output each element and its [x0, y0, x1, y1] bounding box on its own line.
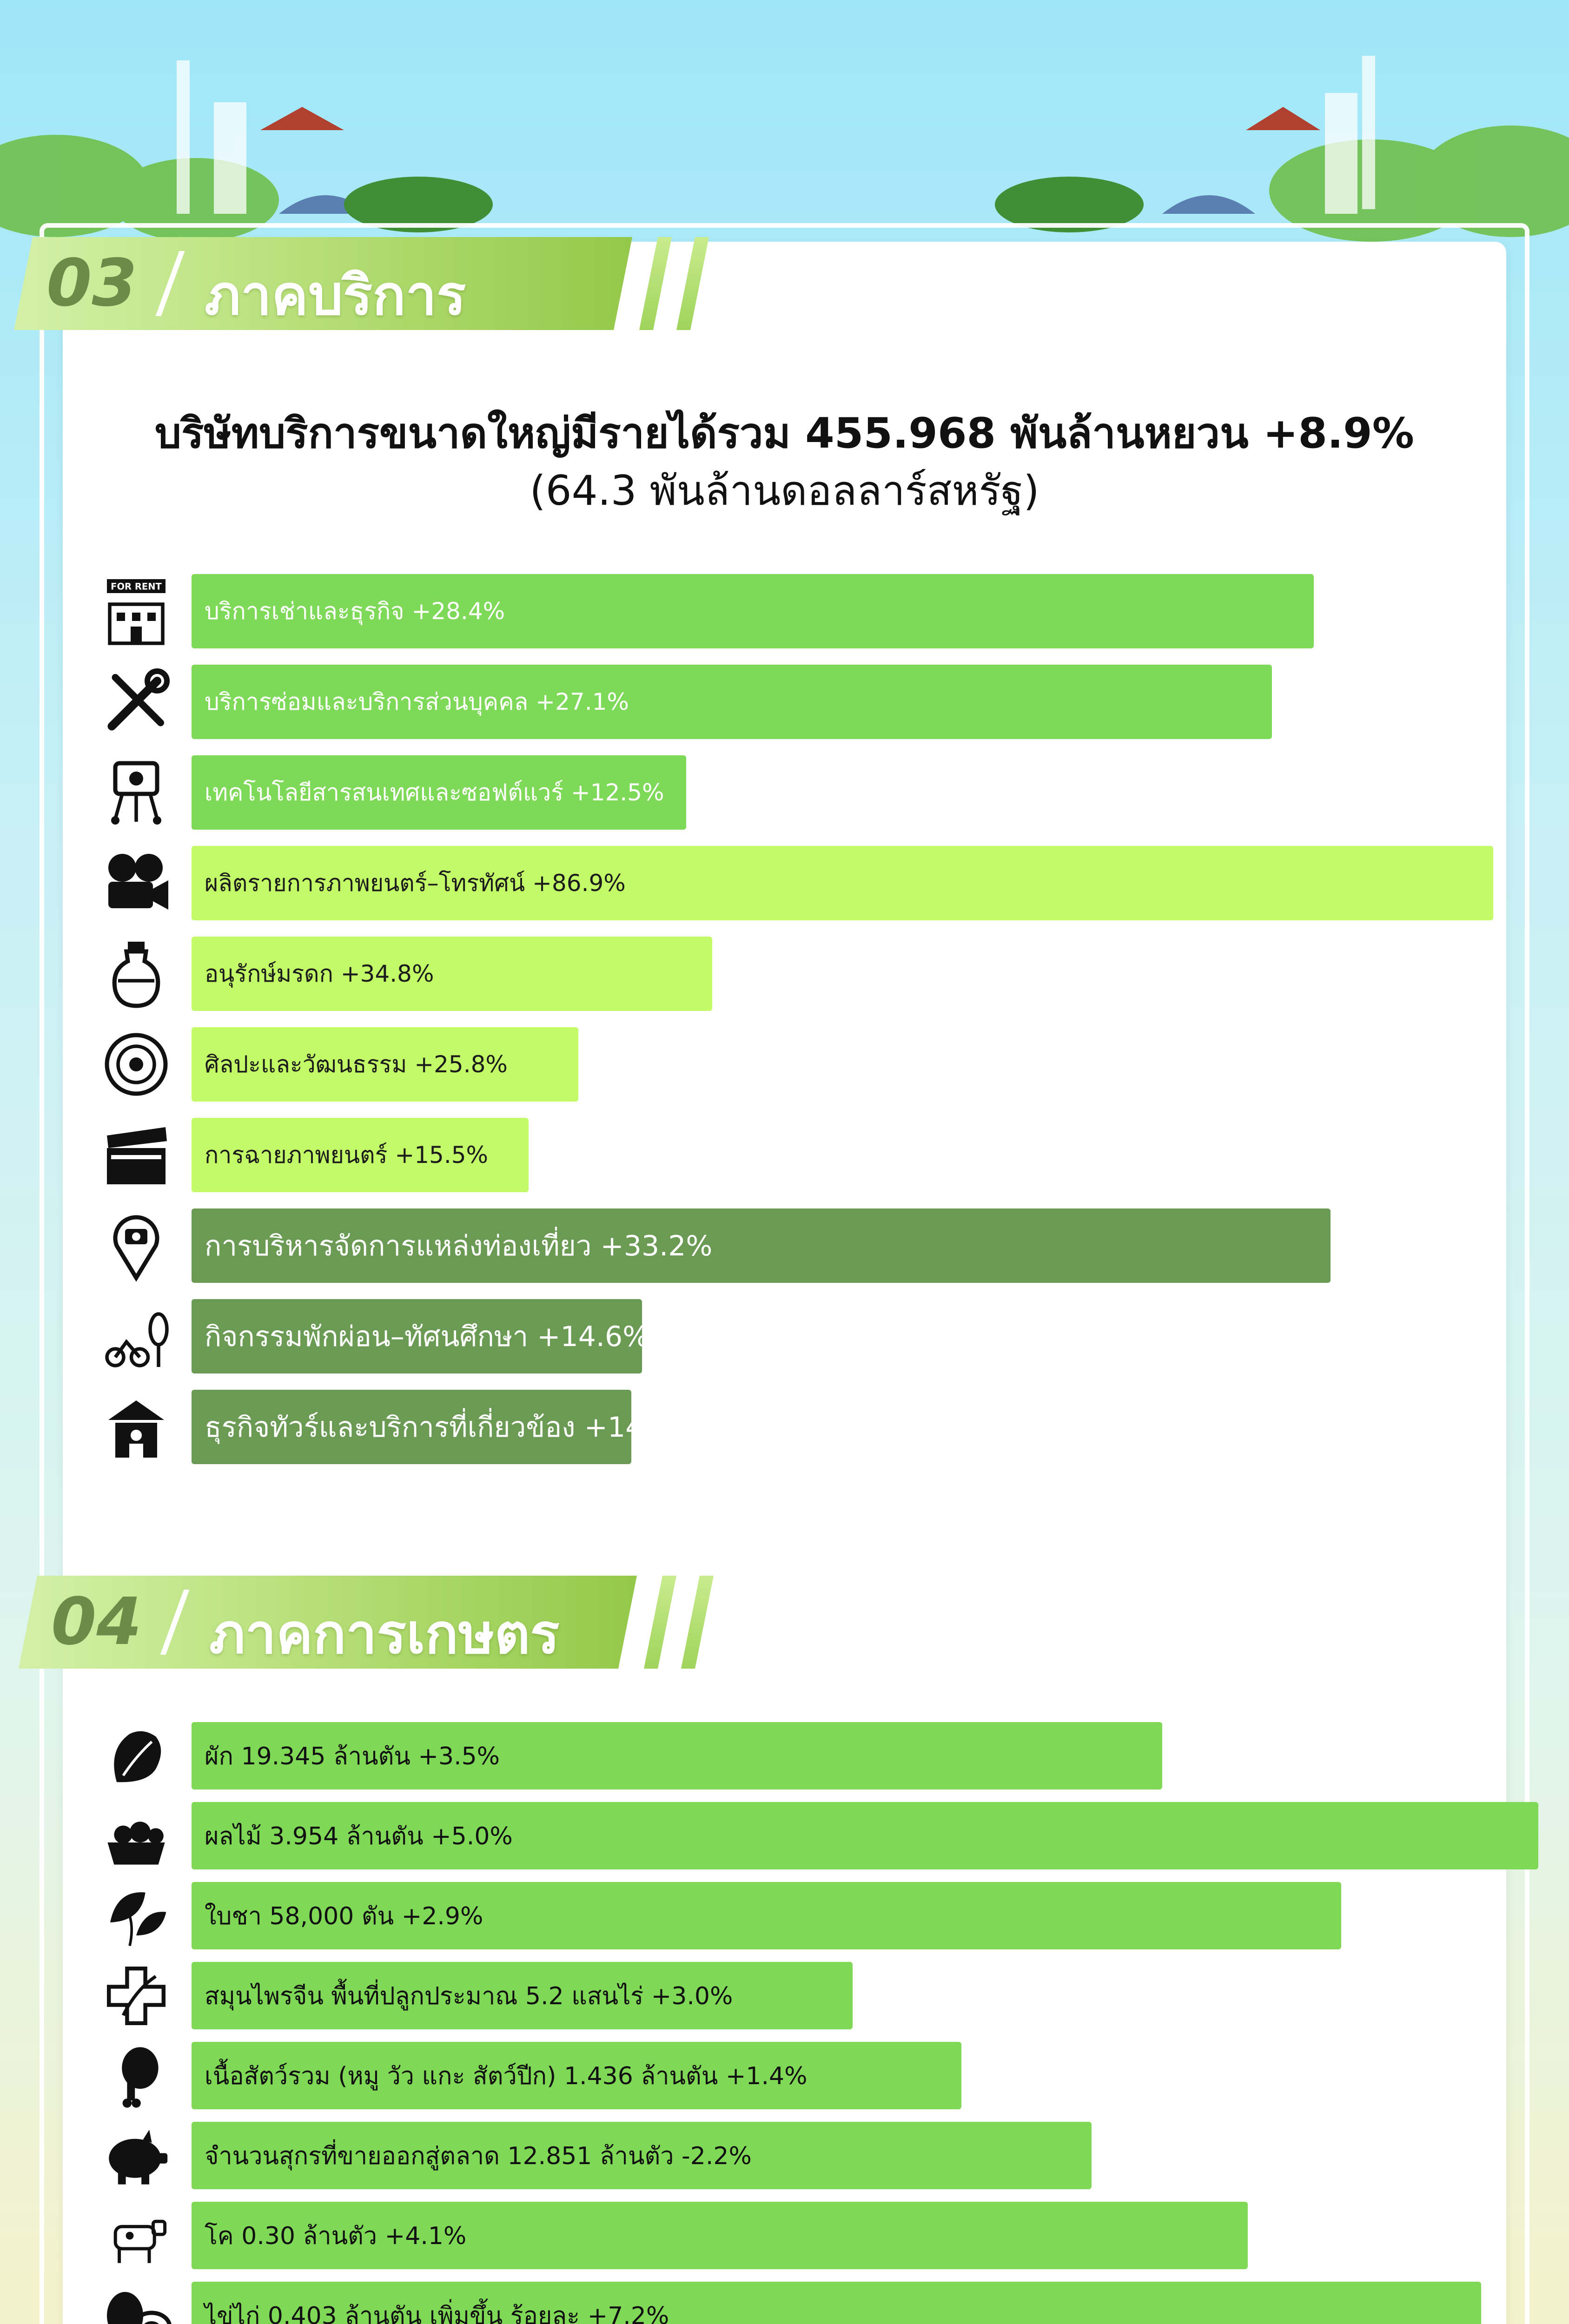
bicycle-tree-icon [95, 1299, 177, 1373]
vegetable-icon [95, 1719, 177, 1793]
meat-drumstick-icon [95, 2039, 177, 2113]
heritage-vase-icon [95, 937, 177, 1011]
agriculture-row [0, 1882, 1569, 1949]
film-projector-icon [95, 846, 177, 920]
herbal-medicine-icon [95, 1959, 177, 2033]
agriculture-bar: จำนวนสุกรที่ขายออกสู่ตลาด 12.851 ล้านตัว -2.2% [192, 2122, 1092, 2189]
services-bar: บริการซ่อมและบริการส่วนบุคคล +27.1% [192, 665, 1272, 739]
fruit-basket-icon [95, 1799, 177, 1873]
svg-text:FOR RENT: FOR RENT [110, 581, 162, 592]
services-row [0, 574, 1569, 648]
services-bar: ธุรกิจทัวร์และบริการที่เกี่ยวข้อง +14.1% [192, 1390, 631, 1464]
services-row [0, 1390, 1569, 1464]
agriculture-row [0, 2042, 1569, 2109]
wrench-screwdriver-icon [95, 665, 177, 739]
services-row [0, 1299, 1569, 1373]
location-camera-icon [95, 1208, 177, 1283]
agriculture-row [0, 1722, 1569, 1789]
services-row [0, 665, 1569, 739]
services-subheadline: (64.3 พันล้านดอลลาร์สหรัฐ) [530, 467, 1039, 515]
agriculture-bar: ผัก 19.345 ล้านตัน +3.5% [192, 1722, 1162, 1789]
agriculture-row [0, 2122, 1569, 2189]
services-bar: อนุรักษ์มรดก +34.8% [192, 937, 712, 1011]
services-bar: ศิลปะและวัฒนธรรม +25.8% [192, 1027, 578, 1102]
agriculture-bar: โค 0.30 ล้านตัว +4.1% [192, 2202, 1248, 2269]
agriculture-bar: ผลไม้ 3.954 ล้านตัน +5.0% [192, 1802, 1538, 1869]
agriculture-row [0, 2282, 1569, 2324]
pig-icon [95, 2119, 177, 2193]
services-bar: กิจกรรมพักผ่อน–ทัศนศึกษา +14.6% [192, 1299, 642, 1373]
agriculture-row [0, 1802, 1569, 1869]
services-row [0, 1027, 1569, 1102]
services-row [0, 846, 1569, 920]
services-bar: ผลิตรายการภาพยนตร์–โทรทัศน์ +86.9% [192, 846, 1493, 920]
services-bar: เทคโนโลยีสารสนเทศและซอฟต์แวร์ +12.5% [192, 755, 686, 830]
section-banner-services [14, 237, 758, 330]
section-title: ภาคบริการ [205, 263, 466, 327]
clapperboard-icon [95, 1118, 177, 1192]
section-number: 04 [51, 1584, 142, 1660]
agriculture-bar: เนื้อสัตว์รวม (หมู วัว แกะ สัตว์ปีก) 1.436 ล้านตัน +1.4% [192, 2042, 961, 2109]
agriculture-bar: ใบชา 58,000 ตัน +2.9% [192, 1882, 1341, 1949]
tea-leaf-icon [95, 1879, 177, 1953]
culture-emblem-icon [95, 1027, 177, 1102]
services-bar: บริการเช่าและธุรกิจ +28.4% [192, 574, 1314, 648]
section-title: ภาคการเกษตร [209, 1602, 560, 1666]
services-headline: บริษัทบริการขนาดใหญ่มีรายได้รวม 455.968 พันล้านหยวน +8.9% [155, 409, 1414, 458]
city-skyline-illustration [0, 0, 1569, 242]
section-number: 03 [46, 245, 137, 321]
agriculture-row [0, 1962, 1569, 2029]
egg-icon [95, 2278, 177, 2324]
section-banner-agriculture [19, 1576, 762, 1669]
tech-network-icon [95, 755, 177, 830]
pavilion-icon [95, 1390, 177, 1464]
agriculture-row [0, 2202, 1569, 2269]
agriculture-bar: สมุนไพรจีน พื้นที่ปลูกประมาณ 5.2 แสนไร่ +3.0% [192, 1962, 853, 2029]
services-row [0, 755, 1569, 830]
services-bar: การฉายภาพยนตร์ +15.5% [192, 1118, 529, 1192]
services-row [0, 937, 1569, 1011]
agriculture-bar: ไข่ไก่ 0.403 ล้านตัน เพิ่มขึ้น ร้อยละ +7.2% [192, 2282, 1481, 2324]
services-bar: การบริหารจัดการแหล่งท่องเที่ยว +33.2% [192, 1208, 1331, 1283]
cow-icon [95, 2199, 177, 2273]
services-row [0, 1118, 1569, 1192]
services-row [0, 1208, 1569, 1283]
for-rent-icon [95, 574, 177, 648]
